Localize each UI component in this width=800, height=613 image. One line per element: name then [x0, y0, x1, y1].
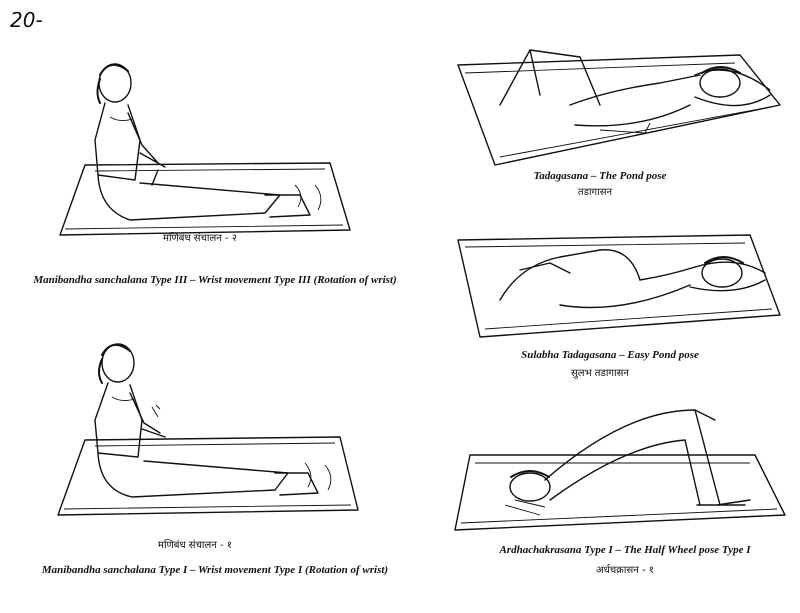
caption-english-figure-4: Sulabha Tadagasana – Easy Pond pose	[521, 349, 699, 361]
illustration-seated-wrist-rotation-type-3	[40, 45, 370, 240]
caption-hindi-figure-2: मणिबंध संचालन - १	[157, 540, 233, 551]
caption-hindi-figure-5: अर्धचक्रासन - १	[596, 565, 654, 576]
illustration-ardhachakrasana-type-1	[445, 405, 790, 535]
caption-hindi-figure-1: मणिबंध संचालन - २	[162, 233, 238, 244]
illustration-tadagasana	[440, 35, 790, 170]
caption-english-figure-2: Manibandha sanchalana Type I – Wrist movement Type I (Rotation of wrist)	[41, 564, 389, 576]
illustration-seated-wrist-rotation-type-1	[40, 325, 370, 520]
caption-english-figure-3: Tadagasana – The Pond pose	[533, 170, 667, 182]
caption-english-figure-1: Manibandha sanchalana Type III – Wrist movement Type III (Rotation of wrist)	[33, 274, 397, 286]
caption-hindi-figure-3: तडागासन	[577, 187, 613, 198]
caption-english-figure-5: Ardhachakrasana Type I – The Half Wheel pose Type I	[499, 544, 751, 556]
caption-hindi-figure-4: सुलभ तडागासन	[571, 368, 629, 379]
page-number: 20-	[10, 8, 43, 32]
illustration-sulabha-tadagasana	[440, 225, 790, 350]
